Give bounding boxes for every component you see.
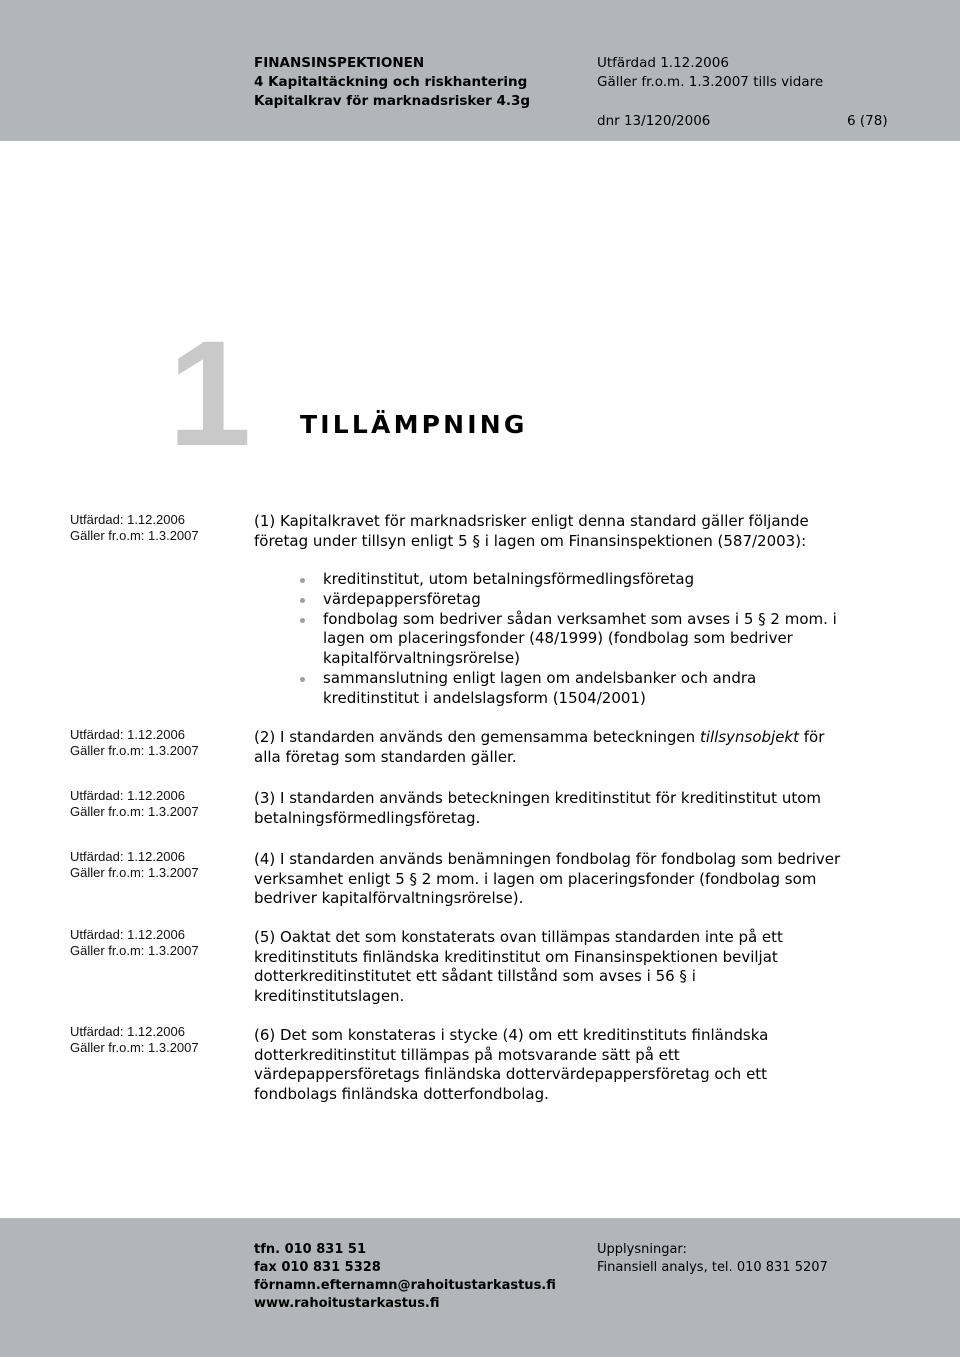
- bullet-icon: [300, 618, 305, 623]
- defined-term: tillsynsobjekt: [699, 728, 799, 746]
- list-item: kreditinstitut, utom betalningsförmedlingsföretag: [300, 570, 900, 590]
- page-footer: [0, 1218, 960, 1357]
- page-number: 6 (78): [847, 113, 888, 129]
- margin-note: Utfärdad: 1.12.2006 Gäller fr.o.m: 1.3.2007: [70, 512, 199, 543]
- list-item: sammanslutning enligt lagen om andelsbanker och andra kreditinstitut i andelslagsform (1504/2001): [300, 669, 900, 709]
- bullet-list: [300, 570, 900, 709]
- margin-note: Utfärdad: 1.12.2006 Gäller fr.o.m: 1.3.2007: [70, 849, 199, 880]
- footer-info-label: Upplysningar:: [597, 1242, 687, 1257]
- subsection-title: Kapitalkrav för marknadsrisker 4.3g: [254, 93, 531, 109]
- paragraph-5: (5) Oaktat det som konstaterats ovan tillämpas standarden inte på ett kreditinstituts finländska kreditinstitut om Finansinspektionen beviljat dotterkreditinstitutet ett sådant tillstånd som avses i 56 § i kreditinstitutslagen.: [254, 928, 783, 1005]
- paragraph-4: (4) I standarden används benämningen fondbolag för fondbolag som bedriver verksamhet enligt 5 § 2 mom. i lagen om placeringsfonder (fondbolag som bedriver kapitalförvaltningsrörelse).: [254, 850, 841, 907]
- list-item: fondbolag som bedriver sådan verksamhet som avses i 5 § 2 mom. i lagen om placeringsfonder (48/1999) (fondbolag som bedriver kapitalförvaltningsrörelse): [300, 610, 900, 669]
- paragraph-3: (3) I standarden används beteckningen kreditinstitut för kreditinstitut utom betalningsförmedlingsföretag.: [254, 789, 821, 827]
- paragraph-6: (6) Det som konstateras i stycke (4) om ett kreditinstituts finländska dotterkreditinstitut tillämpas på motsvarande sätt på ett värdepappersföretags finländska dottervärdepappersföretag och ett fondbolags finländska dotterfondbolag.: [254, 1026, 769, 1103]
- paragraph-1: (1) Kapitalkravet för marknadsrisker enligt denna standard gäller följande företag under tillsyn enligt 5 § i lagen om Finansinspektionen (587/2003):: [254, 512, 809, 550]
- chapter-title: TILLÄMPNING: [300, 410, 528, 439]
- margin-note: Utfärdad: 1.12.2006 Gäller fr.o.m: 1.3.2007: [70, 727, 199, 758]
- section-title: 4 Kapitaltäckning och riskhantering: [254, 74, 528, 90]
- footer-website[interactable]: www.rahoitustarkastus.fi: [254, 1296, 440, 1311]
- paragraph-2: (2) I standarden används den gemensamma beteckningen tillsynsobjekt för alla företag som standarden gäller.: [254, 728, 825, 766]
- org-name: FINANSINSPEKTIONEN: [254, 55, 425, 71]
- list-item: värdepappersföretag: [300, 590, 900, 610]
- footer-info-contact: Finansiell analys, tel. 010 831 5207: [597, 1260, 828, 1275]
- reference-number: dnr 13/120/2006: [597, 113, 711, 129]
- margin-note: Utfärdad: 1.12.2006 Gäller fr.o.m: 1.3.2007: [70, 1024, 199, 1055]
- footer-phone: tfn. 010 831 51: [254, 1242, 367, 1257]
- margin-note: Utfärdad: 1.12.2006 Gäller fr.o.m: 1.3.2007: [70, 927, 199, 958]
- page-header: [0, 0, 960, 141]
- bullet-icon: [300, 578, 305, 583]
- footer-email[interactable]: förnamn.efternamn@rahoitustarkastus.fi: [254, 1278, 556, 1293]
- bullet-icon: [300, 598, 305, 603]
- margin-note: Utfärdad: 1.12.2006 Gäller fr.o.m: 1.3.2007: [70, 788, 199, 819]
- footer-fax: fax 010 831 5328: [254, 1260, 381, 1275]
- bullet-icon: [300, 677, 305, 682]
- chapter-number: 1: [168, 309, 252, 477]
- valid-from: Gäller fr.o.m. 1.3.2007 tills vidare: [597, 74, 824, 90]
- issued-date: Utfärdad 1.12.2006: [597, 55, 729, 71]
